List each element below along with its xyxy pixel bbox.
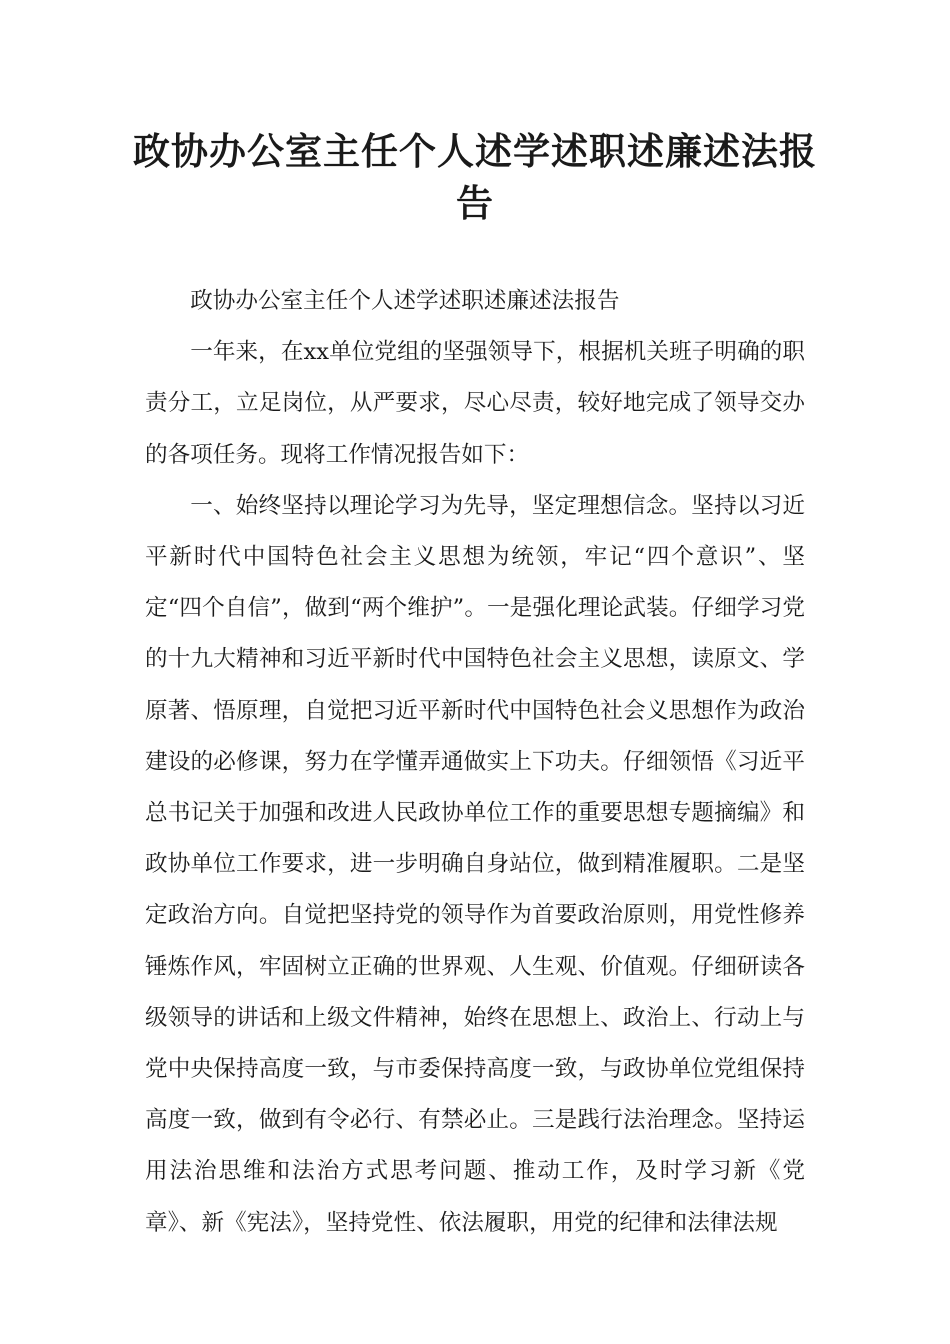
subtitle-paragraph: 政协办公室主任个人述学述职述廉述法报告 <box>190 288 620 314</box>
intro-paragraph: 一年来，在xx单位党组的坚强领导下，根据机关班子明确的职责分工，立足岗位，从严要求，尽心尽责，较好地完成了领导交办的各项任务。现将工作情况报告如下： <box>145 339 805 468</box>
document-title: 政协办公室主任个人述学述职述廉述法报告 <box>133 130 817 225</box>
document-body <box>145 276 805 1249</box>
section-one-paragraph: 一、始终坚持以理论学习为先导，坚定理想信念。坚持以习近平新时代中国特色社会主义思想为统领，牢记“四个意识”、坚定“四个自信”，做到“两个维护”。一是强化理论武装。仔细学习党的十九大精神和习近平新时代中国特色社会主义思想，读原文、学原著、悟原理，自觉把习近平新时代中国特色社会义思想作为政治建设的必修课，努力在学懂弄通做实上下功夫。仔细领悟《习近平总书记关于加强和改进人民政协单位工作的重要思想专题摘编》和政协单位工作要求，进一步明确自身站位，做到精准履职。二是坚定政治方向。自觉把坚持党的领导作为首要政治原则，用党性修养锤炼作风，牢固树立正确的世界观、人生观、价值观。仔细研读各级领导的讲话和上级文件精神，始终在思想上、政治上、行动上与党中央保持高度一致，与市委保持高度一致，与政协单位党组保持高度一致，做到有令必行、有禁必止。三是践行法治理念。坚持运用法治思维和法治方式思考问题、推动工作，及时学习新《党章》、新《宪法》，坚持党性、依法履职，用党的纪律和法律法规 <box>145 492 805 1236</box>
